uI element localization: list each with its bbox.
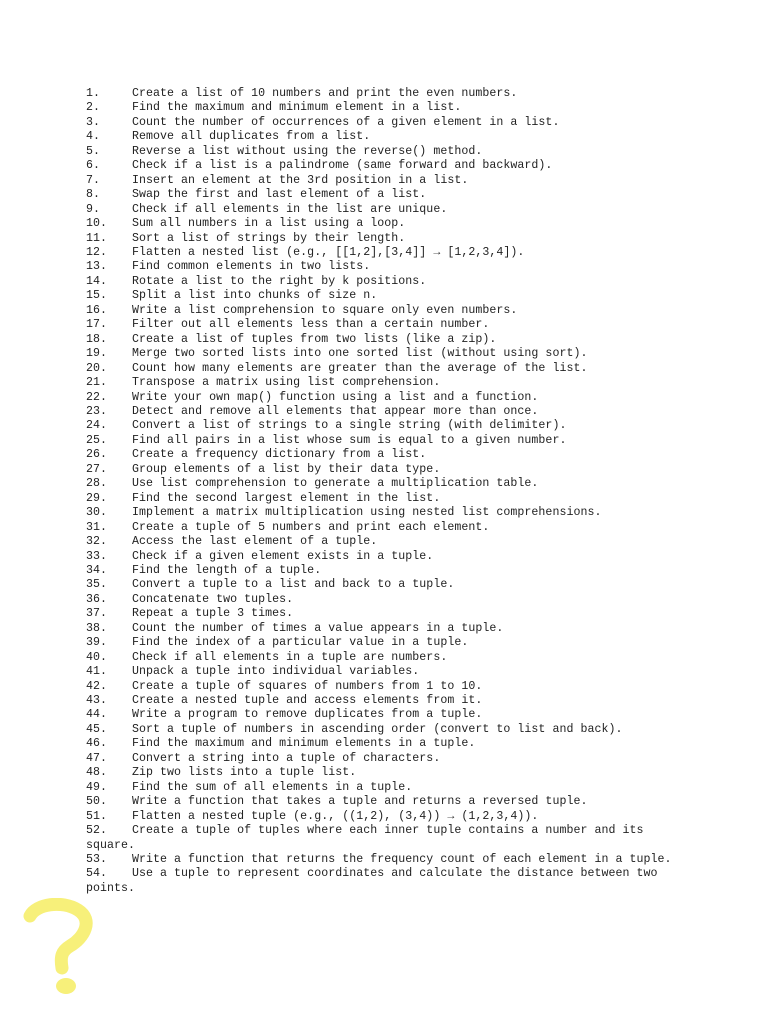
item-text: Zip two lists into a tuple list. [132, 766, 357, 780]
item-number: 7. [86, 173, 101, 187]
list-item [86, 130, 686, 144]
item-number: 12. [86, 245, 108, 259]
item-number: 35. [86, 578, 108, 592]
item-text: Group elements of a list by their data type. [132, 462, 441, 476]
item-text: Insert an element at the 3rd position in a list. [132, 173, 469, 187]
item-text: Merge two sorted lists into one sorted list (without using sort). [132, 347, 588, 361]
list-item [86, 622, 686, 636]
list-item [86, 217, 686, 231]
item-text: Repeat a tuple 3 times. [132, 607, 294, 621]
list-item [86, 550, 686, 564]
item-text: Write a program to remove duplicates from a tuple. [132, 708, 483, 722]
item-number: 53. [86, 853, 108, 867]
list-item [86, 607, 686, 621]
item-number: 46. [86, 737, 108, 751]
item-number: 1. [86, 87, 101, 100]
list-item [86, 188, 686, 202]
list-item [86, 391, 686, 405]
item-number: 34. [86, 563, 108, 577]
question-mark-icon [22, 898, 102, 998]
item-text: Use a tuple to represent coordinates and calculate the distance between two points. [86, 867, 658, 895]
item-number: 16. [86, 303, 108, 317]
list-item [86, 824, 686, 853]
list-item [86, 795, 686, 809]
list-item [86, 752, 686, 766]
item-number: 38. [86, 621, 108, 635]
item-number: 6. [86, 159, 101, 173]
item-text: Use list comprehension to generate a multiplication table. [132, 477, 539, 491]
list-item [86, 419, 686, 433]
list-item [86, 506, 686, 520]
exercise-list [86, 87, 686, 896]
item-text: Create a nested tuple and access elements from it. [132, 694, 483, 708]
list-item [86, 289, 686, 303]
list-item [86, 246, 686, 260]
item-text: Create a tuple of squares of numbers from 1 to 10. [132, 679, 483, 693]
item-number: 31. [86, 520, 108, 534]
item-text: Write a function that takes a tuple and returns a reversed tuple. [132, 795, 588, 809]
item-number: 32. [86, 535, 108, 549]
list-item [86, 737, 686, 751]
item-number: 33. [86, 549, 108, 563]
item-text: Find the sum of all elements in a tuple. [132, 780, 413, 794]
item-number: 14. [86, 274, 108, 288]
list-item [86, 564, 686, 578]
item-text: Flatten a nested list (e.g., [[1,2],[3,4]] → [1,2,3,4]). [132, 245, 525, 259]
item-number: 19. [86, 347, 108, 361]
list-item [86, 535, 686, 549]
list-item [86, 708, 686, 722]
item-text: Count the number of occurrences of a given element in a list. [132, 115, 560, 129]
item-text: Sort a tuple of numbers in ascending order (convert to list and back). [132, 722, 623, 736]
item-text: Check if a given element exists in a tuple. [132, 549, 434, 563]
list-item [86, 723, 686, 737]
list-item [86, 362, 686, 376]
item-text: Write a function that returns the frequency count of each element in a tuple. [132, 853, 672, 867]
item-text: Implement a matrix multiplication using nested list comprehensions. [132, 506, 602, 520]
list-item [86, 665, 686, 679]
list-item [86, 781, 686, 795]
item-number: 43. [86, 694, 108, 708]
item-text: Find the index of a particular value in a tuple. [132, 636, 469, 650]
item-number: 17. [86, 318, 108, 332]
item-text: Create a tuple of 5 numbers and print each element. [132, 520, 490, 534]
list-item [86, 810, 686, 824]
item-number: 30. [86, 506, 108, 520]
item-text: Create a list of tuples from two lists (like a zip). [132, 332, 497, 346]
item-number: 41. [86, 665, 108, 679]
item-text: Filter out all elements less than a certain number. [132, 318, 490, 332]
item-number: 4. [86, 130, 101, 144]
list-item [86, 145, 686, 159]
list-item [86, 853, 686, 867]
item-number: 40. [86, 650, 108, 664]
item-text: Access the last element of a tuple. [132, 535, 378, 549]
list-item [86, 593, 686, 607]
list-item [86, 680, 686, 694]
item-number: 36. [86, 592, 108, 606]
item-text: Write your own map() function using a list and a function. [132, 390, 539, 404]
item-number: 21. [86, 376, 108, 390]
item-text: Find the length of a tuple. [132, 563, 322, 577]
list-item [86, 318, 686, 332]
list-item [86, 376, 686, 390]
item-number: 50. [86, 795, 108, 809]
item-number: 39. [86, 636, 108, 650]
item-number: 18. [86, 332, 108, 346]
item-text: Find the second largest element in the list. [132, 491, 441, 505]
list-item [86, 87, 686, 101]
list-item [86, 304, 686, 318]
item-number: 28. [86, 477, 108, 491]
item-number: 27. [86, 462, 108, 476]
item-text: Count the number of times a value appears in a tuple. [132, 621, 504, 635]
item-text: Reverse a list without using the reverse() method. [132, 144, 483, 158]
item-number: 37. [86, 607, 108, 621]
item-number: 8. [86, 188, 101, 202]
item-number: 22. [86, 390, 108, 404]
list-item [86, 434, 686, 448]
item-number: 20. [86, 361, 108, 375]
item-text: Concatenate two tuples. [132, 592, 294, 606]
item-text: Create a tuple of tuples where each inner tuple contains a number and its square. [86, 824, 644, 852]
item-number: 9. [86, 202, 101, 216]
item-text: Count how many elements are greater than the average of the list. [132, 361, 588, 375]
item-text: Swap the first and last element of a list. [132, 188, 427, 202]
item-number: 24. [86, 419, 108, 433]
list-item [86, 521, 686, 535]
item-text: Find common elements in two lists. [132, 260, 371, 274]
item-text: Detect and remove all elements that appear more than once. [132, 404, 539, 418]
list-item [86, 116, 686, 130]
list-item [86, 260, 686, 274]
item-text: Unpack a tuple into individual variables. [132, 665, 420, 679]
item-number: 51. [86, 809, 108, 823]
list-item [86, 492, 686, 506]
item-text: Sort a list of strings by their length. [132, 231, 406, 245]
item-text: Transpose a matrix using list comprehension. [132, 376, 441, 390]
item-text: Split a list into chunks of size n. [132, 289, 378, 303]
list-item [86, 275, 686, 289]
list-item [86, 174, 686, 188]
list-item [86, 347, 686, 361]
item-text: Convert a tuple to a list and back to a tuple. [132, 578, 455, 592]
item-number: 23. [86, 404, 108, 418]
item-text: Convert a string into a tuple of characters. [132, 751, 441, 765]
item-number: 29. [86, 491, 108, 505]
item-text: Create a list of 10 numbers and print the even numbers. [132, 87, 518, 100]
item-text: Write a list comprehension to square only even numbers. [132, 303, 518, 317]
list-item [86, 333, 686, 347]
list-item [86, 203, 686, 217]
item-text: Rotate a list to the right by k positions. [132, 274, 427, 288]
item-number: 26. [86, 448, 108, 462]
list-item [86, 463, 686, 477]
item-text: Convert a list of strings to a single string (with delimiter). [132, 419, 567, 433]
item-text: Create a frequency dictionary from a list. [132, 448, 427, 462]
item-number: 44. [86, 708, 108, 722]
list-item [86, 694, 686, 708]
item-number: 45. [86, 722, 108, 736]
list-item [86, 477, 686, 491]
item-number: 54. [86, 867, 108, 881]
list-item [86, 159, 686, 173]
list-item [86, 766, 686, 780]
item-number: 10. [86, 217, 108, 231]
item-number: 47. [86, 751, 108, 765]
list-item [86, 651, 686, 665]
item-number: 3. [86, 115, 101, 129]
list-item [86, 578, 686, 592]
item-text: Check if all elements in a tuple are numbers. [132, 650, 448, 664]
item-text: Check if all elements in the list are unique. [132, 202, 448, 216]
item-number: 48. [86, 766, 108, 780]
item-number: 52. [86, 824, 108, 838]
item-number: 49. [86, 780, 108, 794]
list-item [86, 448, 686, 462]
item-text: Check if a list is a palindrome (same forward and backward). [132, 159, 553, 173]
list-item [86, 101, 686, 115]
item-number: 42. [86, 679, 108, 693]
item-text: Find all pairs in a list whose sum is equal to a given number. [132, 433, 567, 447]
item-text: Sum all numbers in a list using a loop. [132, 217, 406, 231]
list-item [86, 636, 686, 650]
item-text: Find the maximum and minimum elements in a tuple. [132, 737, 476, 751]
item-text: Flatten a nested tuple (e.g., ((1,2), (3,4)) → (1,2,3,4)). [132, 809, 539, 823]
item-text: Remove all duplicates from a list. [132, 130, 371, 144]
list-item [86, 405, 686, 419]
item-number: 5. [86, 144, 101, 158]
item-number: 25. [86, 433, 108, 447]
list-item [86, 232, 686, 246]
list-item [86, 867, 686, 896]
item-text: Find the maximum and minimum element in a list. [132, 101, 462, 115]
item-number: 2. [86, 101, 101, 115]
item-number: 11. [86, 231, 108, 245]
item-number: 13. [86, 260, 108, 274]
item-number: 15. [86, 289, 108, 303]
